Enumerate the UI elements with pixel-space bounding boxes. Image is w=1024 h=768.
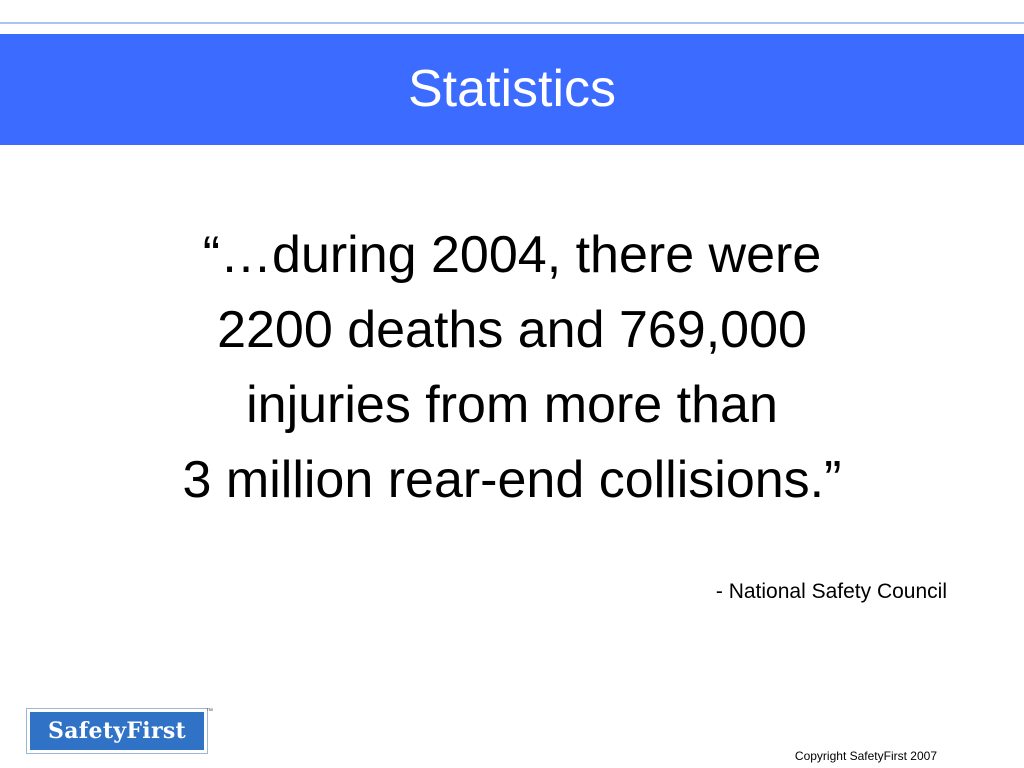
top-divider-line xyxy=(0,22,1024,24)
slide-title: Statistics xyxy=(407,60,617,118)
trademark-mark: ™ xyxy=(206,708,213,715)
quote-line: injuries from more than xyxy=(246,376,778,434)
quote-line: “…during 2004, there were xyxy=(202,226,822,284)
quote-line: 3 million rear-end collisions.” xyxy=(182,451,842,509)
safetyfirst-logo xyxy=(26,708,208,754)
copyright-notice: Copyright SafetyFirst 2007 xyxy=(794,749,937,763)
quote-line: 2200 deaths and 769,000 xyxy=(217,301,807,359)
statistics-quote xyxy=(60,218,964,518)
title-bar xyxy=(0,34,1024,145)
quote-attribution: - National Safety Council xyxy=(715,580,947,603)
logo-text: SafetyFirst xyxy=(30,712,204,750)
